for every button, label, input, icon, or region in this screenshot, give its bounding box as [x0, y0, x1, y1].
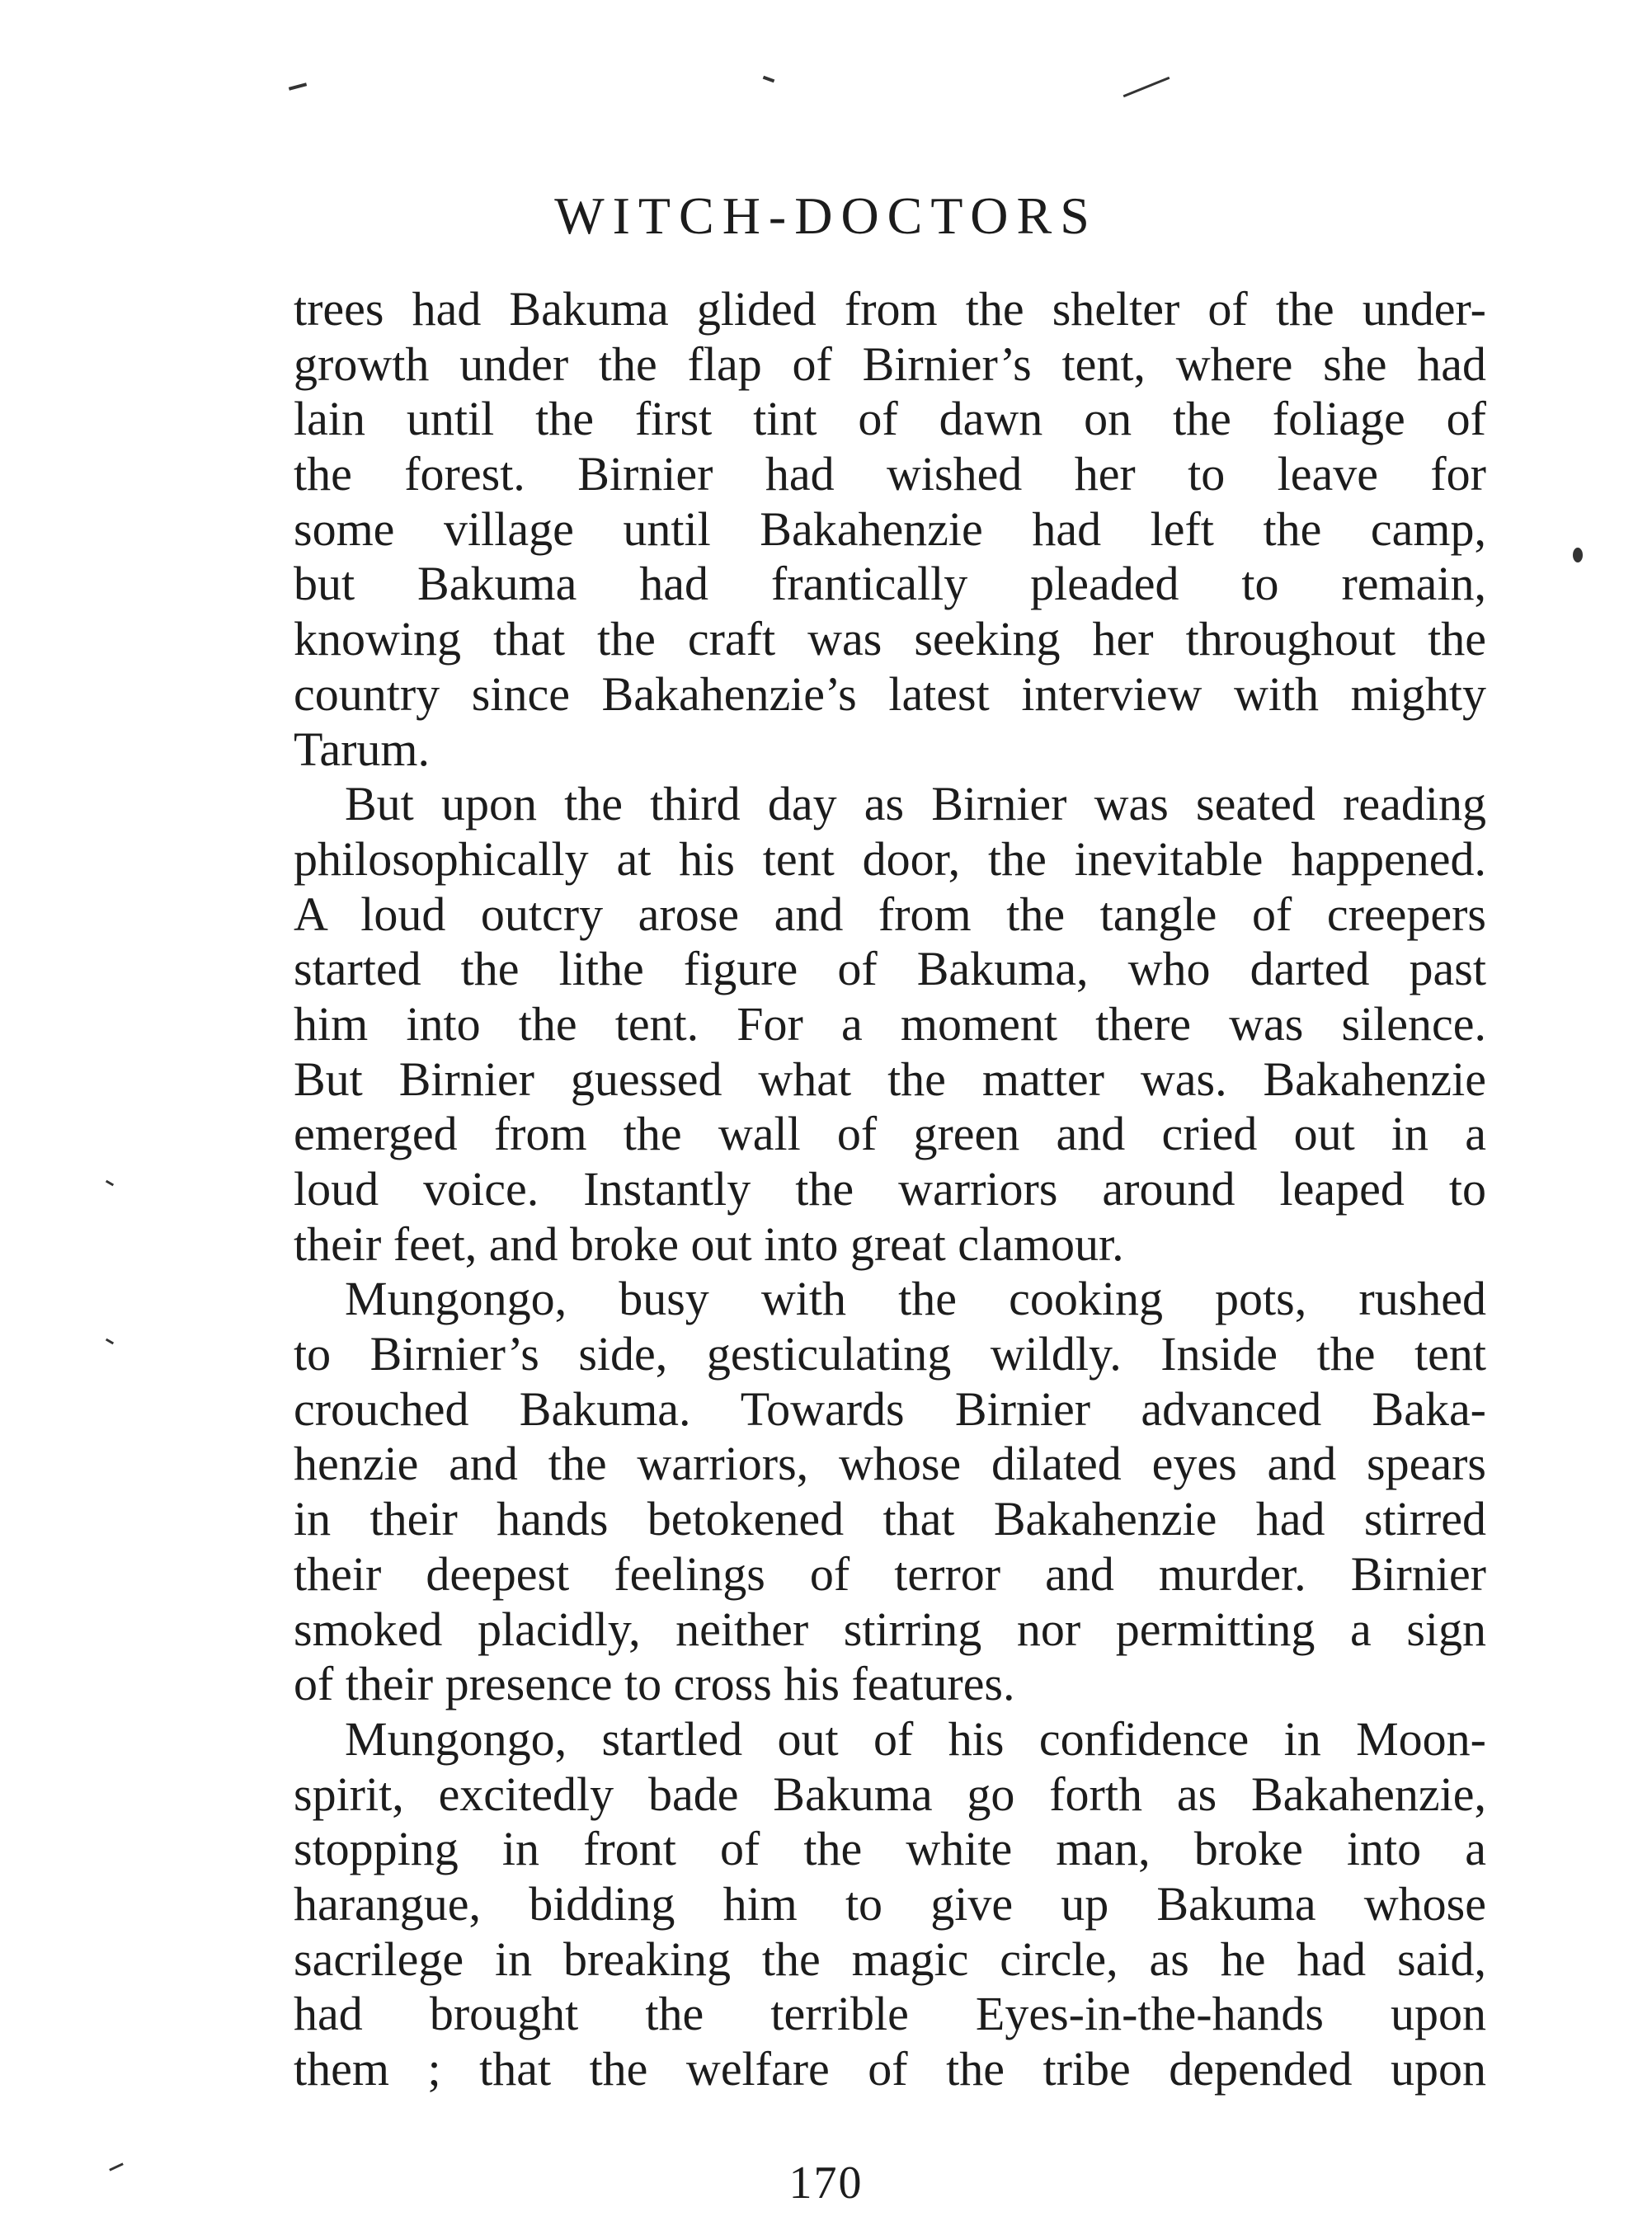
text-line: knowing that the craft was seeking her throughout the: [294, 612, 1486, 666]
text-line: But Birnier guessed what the matter was. Bakahenzie: [294, 1052, 1486, 1106]
text-line: sacrilege in breaking the magic circle, as he had said,: [294, 1932, 1486, 1986]
text-line: Tarum.: [294, 722, 431, 776]
text-line: started the lithe figure of Bakuma, who darted past: [294, 942, 1486, 996]
text-line: A loud outcry arose and from the tangle of creepers: [294, 887, 1486, 941]
body-text: [294, 282, 1486, 2097]
text-line: Mungongo, startled out of his confidence in Moon-: [345, 1711, 1486, 1766]
paragraph: [294, 777, 1486, 1272]
text-line: him into the tent. For a moment there was silence.: [294, 996, 1486, 1051]
text-line: Mungongo, busy with the cooking pots, rushed: [345, 1272, 1486, 1326]
scan-mark: [106, 1339, 114, 1345]
text-line: henzie and the warriors, whose dilated eyes and spears: [294, 1437, 1486, 1491]
scan-mark: [106, 1180, 114, 1187]
text-line: some village until Bakahenzie had left the camp,: [294, 501, 1486, 556]
text-line: in their hands betokened that Bakahenzie had stirred: [294, 1492, 1486, 1546]
text-line: of their presence to cross his features.: [294, 1657, 1015, 1711]
scan-mark: [289, 82, 307, 91]
text-line: their deepest feelings of terror and murder. Birnier: [294, 1546, 1486, 1601]
text-line: philosophically at his tent door, the inevitable happened.: [294, 831, 1486, 886]
scan-mark: [1123, 77, 1170, 97]
text-line: them ; that the welfare of the tribe depended upon: [294, 2042, 1486, 2096]
text-line: But upon the third day as Birnier was seated reading: [345, 777, 1486, 831]
paragraph: [294, 1272, 1486, 1712]
text-line: country since Bakahenzie’s latest interview with mighty: [294, 666, 1486, 721]
text-line: the forest. Birnier had wished her to leave for: [294, 447, 1486, 501]
text-line: harangue, bidding him to give up Bakuma whose: [294, 1876, 1486, 1931]
text-line: but Bakuma had frantically pleaded to remain,: [294, 557, 1486, 611]
text-line: smoked placidly, neither stirring nor permitting a sign: [294, 1602, 1486, 1656]
text-line: growth under the flap of Birnier’s tent, where she had: [294, 336, 1486, 391]
text-line: stopping in front of the white man, broke into a: [294, 1822, 1486, 1876]
running-head: WITCH-DOCTORS: [554, 186, 1098, 245]
text-line: lain until the first tint of dawn on the foliage of: [294, 392, 1486, 446]
scan-mark: [763, 76, 775, 83]
text-line: their feet, and broke out into great clamour.: [294, 1216, 1124, 1271]
paragraph: [294, 282, 1486, 777]
text-line: had brought the terrible Eyes-in-the-hands upon: [294, 1987, 1486, 2041]
page-number: 170: [788, 2157, 864, 2209]
text-line: spirit, excitedly bade Bakuma go forth as Bakahenzie,: [294, 1767, 1486, 1821]
text-line: to Birnier’s side, gesticulating wildly. Inside the tent: [294, 1327, 1486, 1381]
paragraph: [294, 1712, 1486, 2097]
scan-mark: [1573, 548, 1583, 562]
text-line: crouched Bakuma. Towards Birnier advanced Baka-: [294, 1381, 1486, 1436]
text-line: trees had Bakuma glided from the shelter of the under-: [294, 282, 1486, 336]
text-line: loud voice. Instantly the warriors around leaped to: [294, 1162, 1486, 1216]
text-line: emerged from the wall of green and cried out in a: [294, 1107, 1486, 1161]
